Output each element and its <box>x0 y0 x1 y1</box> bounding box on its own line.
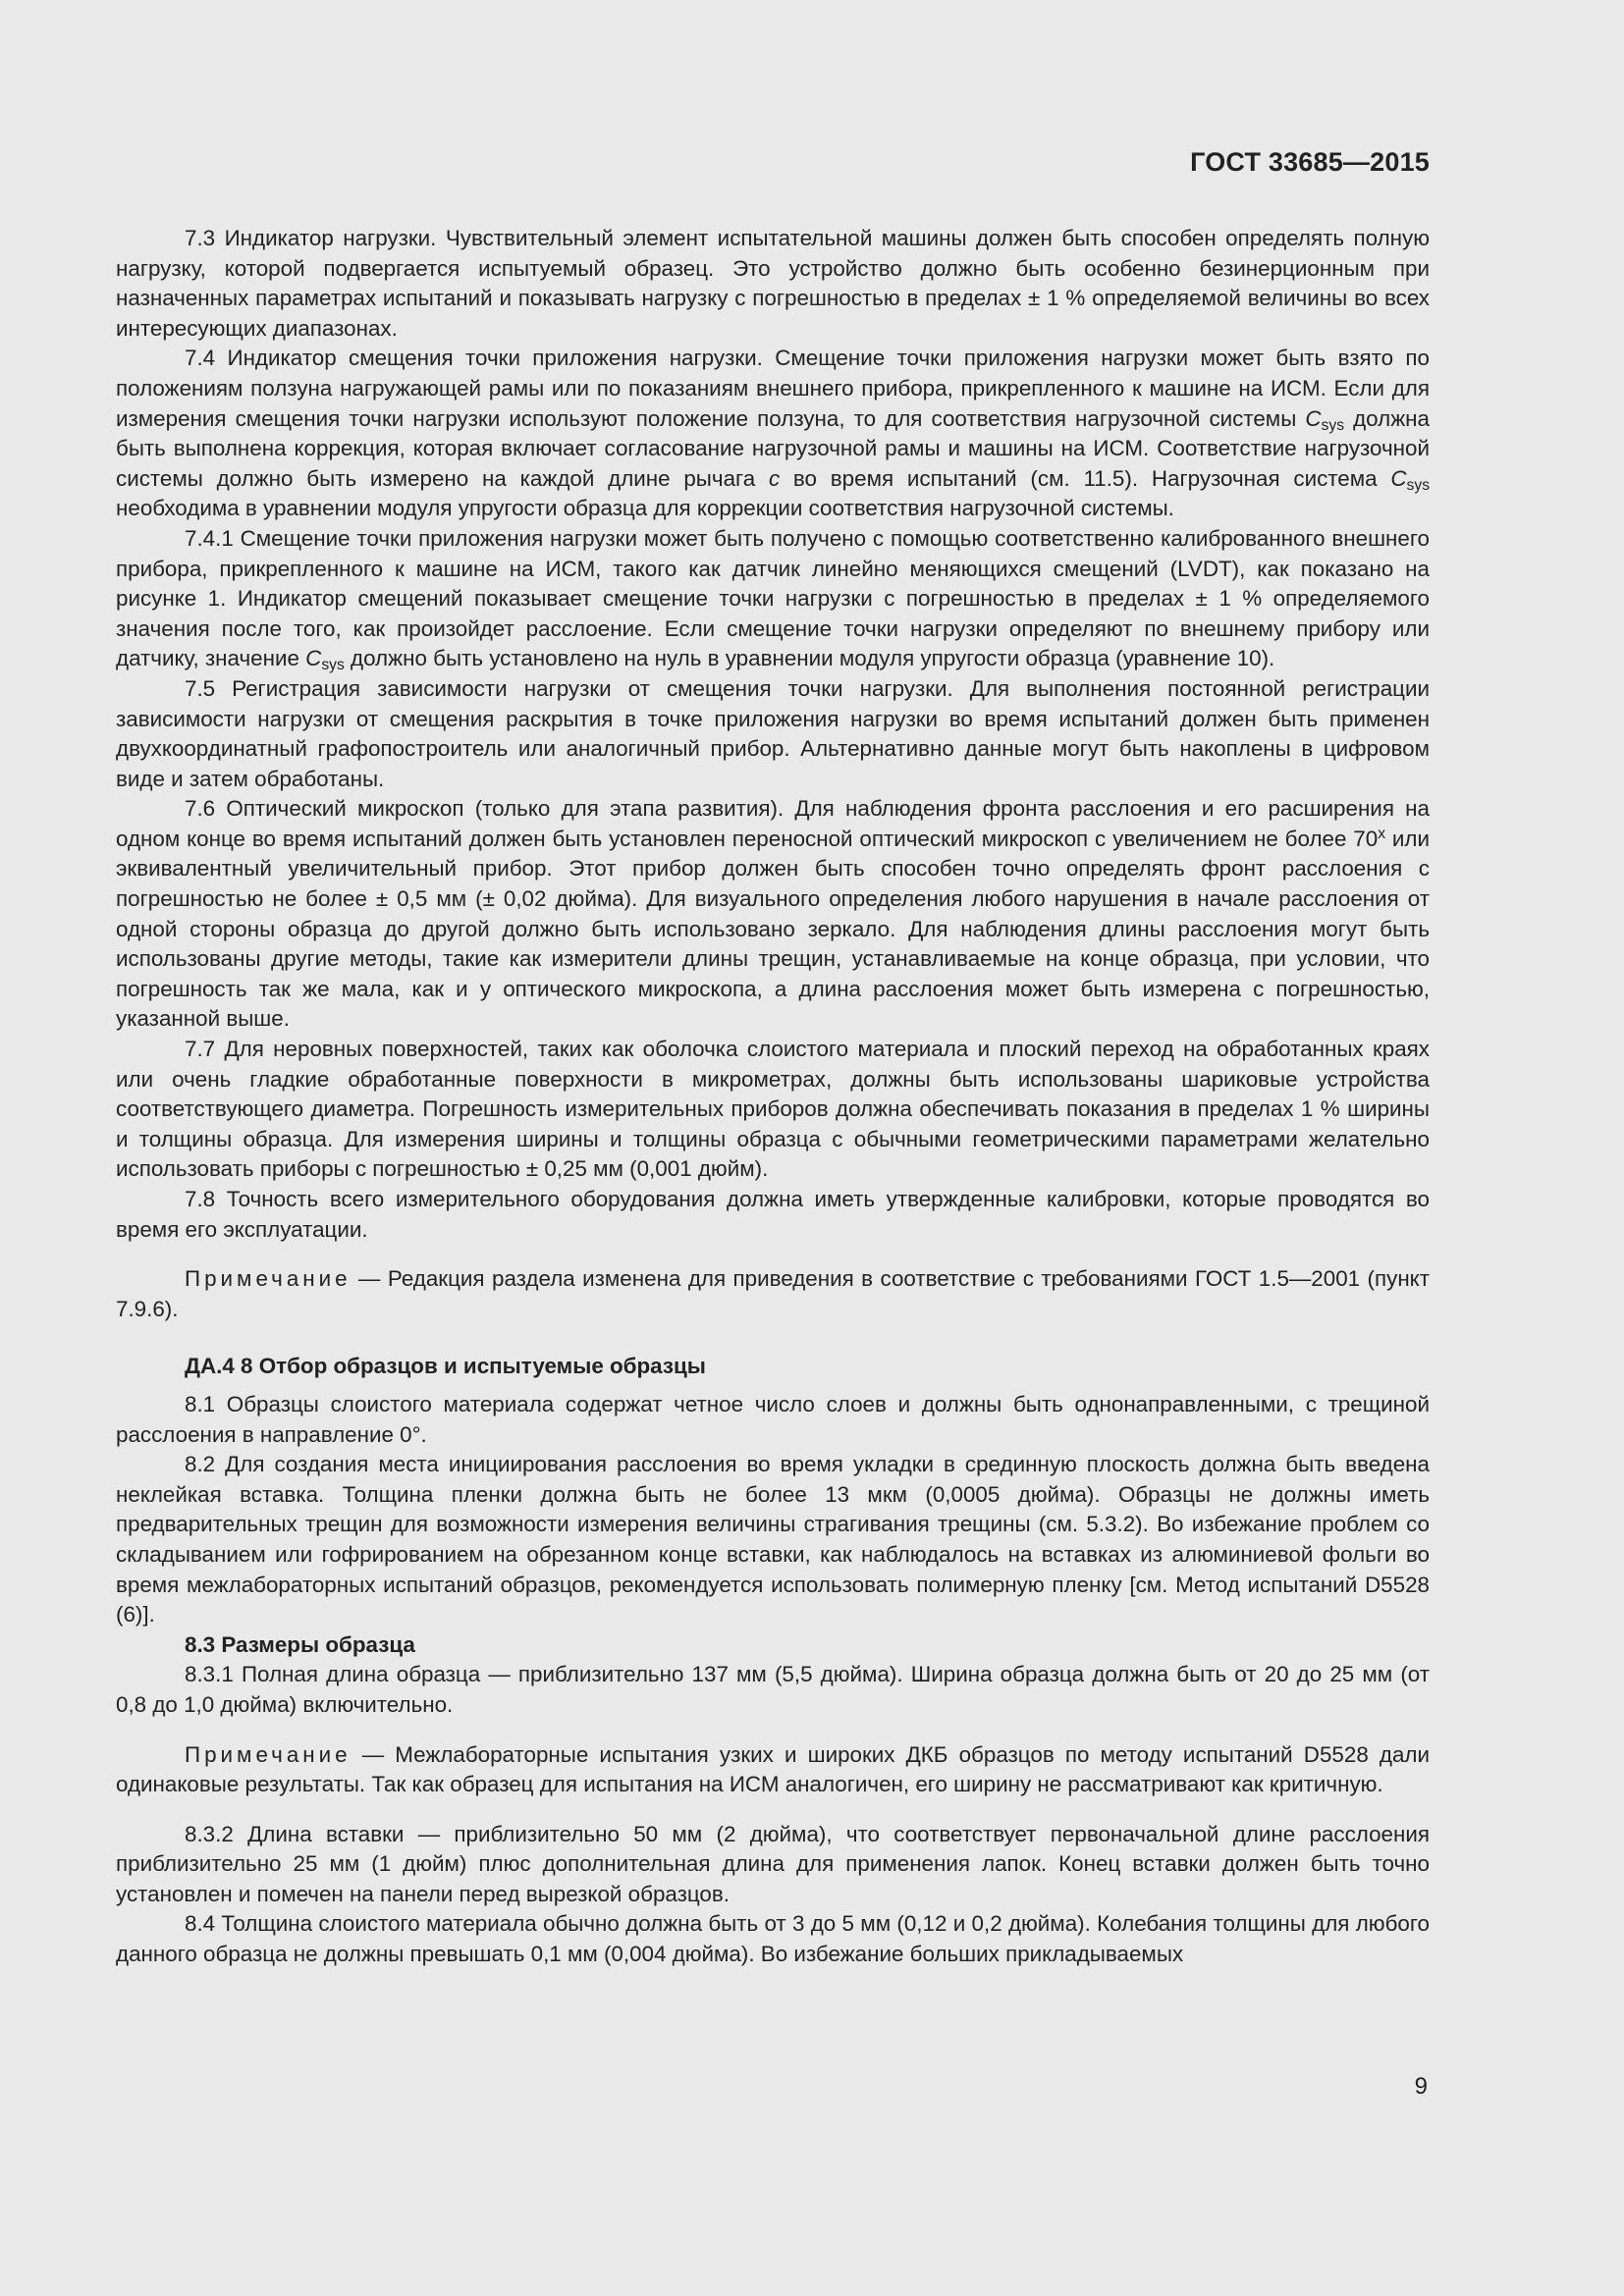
paragraph-7-4-1: 7.4.1 Смещение точки приложения нагрузки может быть получено с помощью соответственно калиброванного внешнего прибора, прикрепленного к машине на ИСМ, такого как датчик линейно меняющихся смещений (LVDT), как показано на рисунке 1. Индикатор смещений показывает смещение точки нагрузки с погрешностью в пределах ± 1 % определяемого значения после того, как произойдет расслоение. Если смещение точки нагрузки определяют по внешнему прибору или датчику, значение $C_{sys}$ должно быть установлено на нуль в уравнении модуля упругости образца (уравнение 10). <box>116 525 1430 674</box>
note-8-3: Примечание — Межлабораторные испытания узких и широких ДКБ образцов по методу испытаний D5528 дали одинаковые результаты. Так как образец для испытания на ИСМ аналогичен, его ширину не рассматривают как критичную. <box>116 1741 1430 1797</box>
doc-code-header: ГОСТ 33685—2015 <box>1190 147 1430 177</box>
paragraph-7-4: 7.4 Индикатор смещения точки приложения нагрузки. Смещение точки приложения нагрузки может быть взято по положениям ползуна нагружающей рамы или по показаниям внешнего прибора, прикрепленного к машине на ИСМ. Если для измерения смещения точки нагрузки используют положение ползуна, то для соответствия нагрузочной системы $C_{sys}$ должна быть выполнена коррекция, которая включает согласование нагрузочной рамы и машины на ИСМ. Соответствие нагрузочной системы должно быть измерено на каждой длине рычага c во время испытаний (см. 11.5). Нагрузочная система $C_{sys}$ необходима в уравнении модуля упругости образца для коррекции соответствия нагрузочной системы. <box>116 346 1431 521</box>
note-label: Примечание <box>185 1741 352 1767</box>
paragraph-8-1: 8.1 Образцы слоистого материала содержат четное число слоев и должны быть однонаправленными, с трещиной расслоения в направление 0°. <box>116 1391 1430 1447</box>
paragraph-8-3-1: 8.3.1 Полная длина образца — приблизительно 137 мм (5,5 дюйма). Ширина образца должна быть от 20 до 25 мм (от 0,8 до 1,0 дюйма) включительно. <box>116 1662 1430 1717</box>
paragraph-8-3-2: 8.3.2 Длина вставки — приблизительно 50 мм (2 дюйма), что соответствует первоначальной длине расслоения приблизительно 25 мм (1 дюйм) плюс дополнительная длина для применения лапок. Конец вставки должен быть точно установлен и помечен на панели перед вырезкой образцов. <box>116 1821 1430 1906</box>
paragraph-7-6: 7.6 Оптический микроскоп (только для этапа развития). Для наблюдения фронта расслоения и его расширения на одном конце во время испытаний должен быть установлен переносной оптический микроскоп с увеличением не более 70$^x$ или эквивалентный увеличительный прибор. Этот прибор должен быть способен точно определять фронт расслоения с погрешностью не более ± 0,5 мм (± 0,02 дюйма). Для визуального определения любого нарушения в начале расслоения от одной стороны образца до другой должно быть использовано зеркало. Для наблюдения длины расслоения могут быть использованы другие методы, такие как измерители длины трещин, устанавливаемые на конце образца, при условии, что погрешность так же мала, как и у оптического микроскопа, а длина расслоения может быть измерена с погрешностью, указанной выше. <box>116 796 1430 1032</box>
section-heading-da4: ДА.4 8 Отбор образцов и испытуемые образцы <box>185 1354 706 1379</box>
paragraph-7-3: 7.3 Индикатор нагрузки. Чувствительный элемент испытательной машины должен быть способен определять полную нагрузку, которой подвергается испытуемый образец. Это устройство должно быть особенно безинерционным при назначенных параметрах испытаний и показывать нагрузку с погрешностью в пределах ± 1 % определяемой величины во всех интересующих диапазонах. <box>116 226 1430 341</box>
paragraph-7-7: 7.7 Для неровных поверхностей, таких как оболочка слоистого материала и плоский переход на обработанных краях или очень гладкие обработанные поверхности в микрометрах, должны быть использованы шариковые устройства соответствующего диаметра. Погрешность измерительных приборов должна обеспечивать показания в пределах 1 % ширины и толщины образца. Для измерения ширины и толщины образца с обычными геометрическими параметрами желательно использовать приборы с погрешностью ± 0,25 мм (0,001 дюйм). <box>116 1037 1430 1182</box>
document-body <box>116 224 1430 1970</box>
paragraph-7-8: 7.8 Точность всего измерительного оборудования должна иметь утвержденные калибровки, которые проводятся во время его эксплуатации. <box>116 1187 1430 1242</box>
page-number: 9 <box>1414 2073 1428 2100</box>
subsection-heading-8-3: 8.3 Размеры образца <box>185 1631 415 1657</box>
paragraph-8-4: 8.4 Толщина слоистого материала обычно должна быть от 3 до 5 мм (0,12 и 0,2 дюйма). Колебания толщины для любого данного образца не должны превышать 0,1 мм (0,004 дюйма). Во избежание больших прикладываемых <box>116 1911 1430 1967</box>
paragraph-7-5: 7.5 Регистрация зависимости нагрузки от смещения точки нагрузки. Для выполнения постоянной регистрации зависимости нагрузки от смещения раскрытия в точке приложения нагрузки во время испытаний должен быть применен двухкоординатный графопостроитель или аналогичный прибор. Альтернативно данные могут быть накоплены в цифровом виде и затем обработаны. <box>116 675 1430 791</box>
note-7: Примечание — Редакция раздела изменена для приведения в соответствие с требованиями ГОСТ 1.5—2001 (пункт 7.9.6). <box>116 1266 1430 1321</box>
paragraph-8-2: 8.2 Для создания места инициирования расслоения во время укладки в срединную плоскость должна быть введена неклейкая вставка. Толщина пленки должна быть не более 13 мкм (0,0005 дюйма). Образцы не должны иметь предварительных трещин для возможности измерения величины страгивания трещины (см. 5.3.2). Во избежание проблем со складыванием или гофрированием на обрезанном конце вставки, как наблюдалось на вставках из алюминиевой фольги во время межлабораторных испытаний образцов, рекомендуется использовать полимерную пленку [см. Метод испытаний D5528 (6)]. <box>116 1452 1430 1628</box>
note-label: Примечание <box>185 1266 352 1292</box>
